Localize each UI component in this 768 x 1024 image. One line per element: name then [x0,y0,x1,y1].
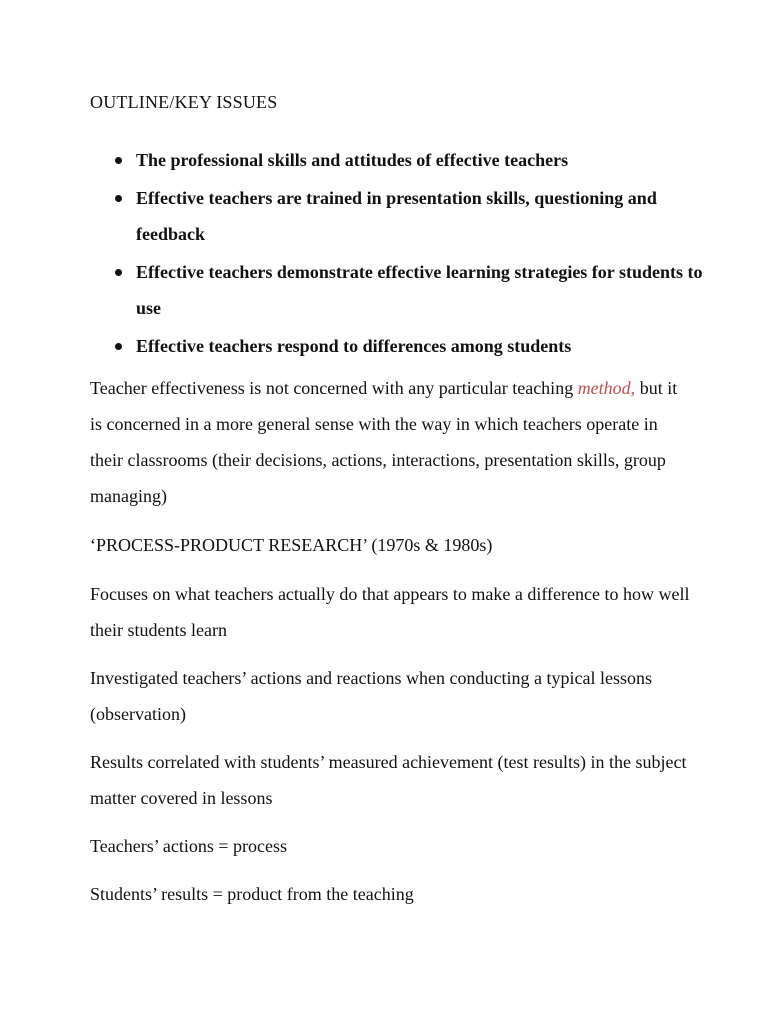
list-item [90,142,710,179]
paragraph-process-product-heading: ‘PROCESS-PRODUCT RESEARCH’ (1970s & 1980s) [90,535,493,555]
paragraph-teacher-effectiveness [90,370,690,514]
list-item [90,254,710,327]
bullet-icon [115,195,122,202]
bullet-icon [115,269,122,276]
key-issues-list [90,142,710,365]
paragraph-text: Teacher effectiveness is not concerned with any particular teaching [90,378,578,398]
list-item [90,328,710,365]
paragraph-text: but it is concerned in a more general sense with the way in which teachers operate in their classrooms (their decisions, actions, interactions, presentation skills, group managing) [90,378,678,506]
paragraph-focuses: Focuses on what teachers actually do that appears to make a difference to how well their students learn [90,584,690,640]
bullet-text: The professional skills and attitudes of effective teachers [136,150,569,170]
list-item [90,180,710,253]
paragraph-teachers-actions: Teachers’ actions = process [90,836,287,856]
paragraph-results-correlated: Results correlated with students’ measured achievement (test results) in the subject matter covered in lessons [90,752,687,808]
paragraph-investigated: Investigated teachers’ actions and reactions when conducting a typical lessons (observation) [90,668,652,724]
bullet-icon [115,343,122,350]
bullet-text: Effective teachers respond to differences among students [136,335,572,356]
section-heading: OUTLINE/KEY ISSUES [90,92,278,112]
paragraph-students-results: Students’ results = product from the teaching [90,884,414,904]
emphasized-word: method, [577,378,636,398]
bullet-text: Effective teachers demonstrate effective learning strategies for students to use [136,261,703,318]
bullet-text: Effective teachers are trained in presentation skills, questioning and feedback [136,187,657,244]
bullet-icon [115,157,122,164]
